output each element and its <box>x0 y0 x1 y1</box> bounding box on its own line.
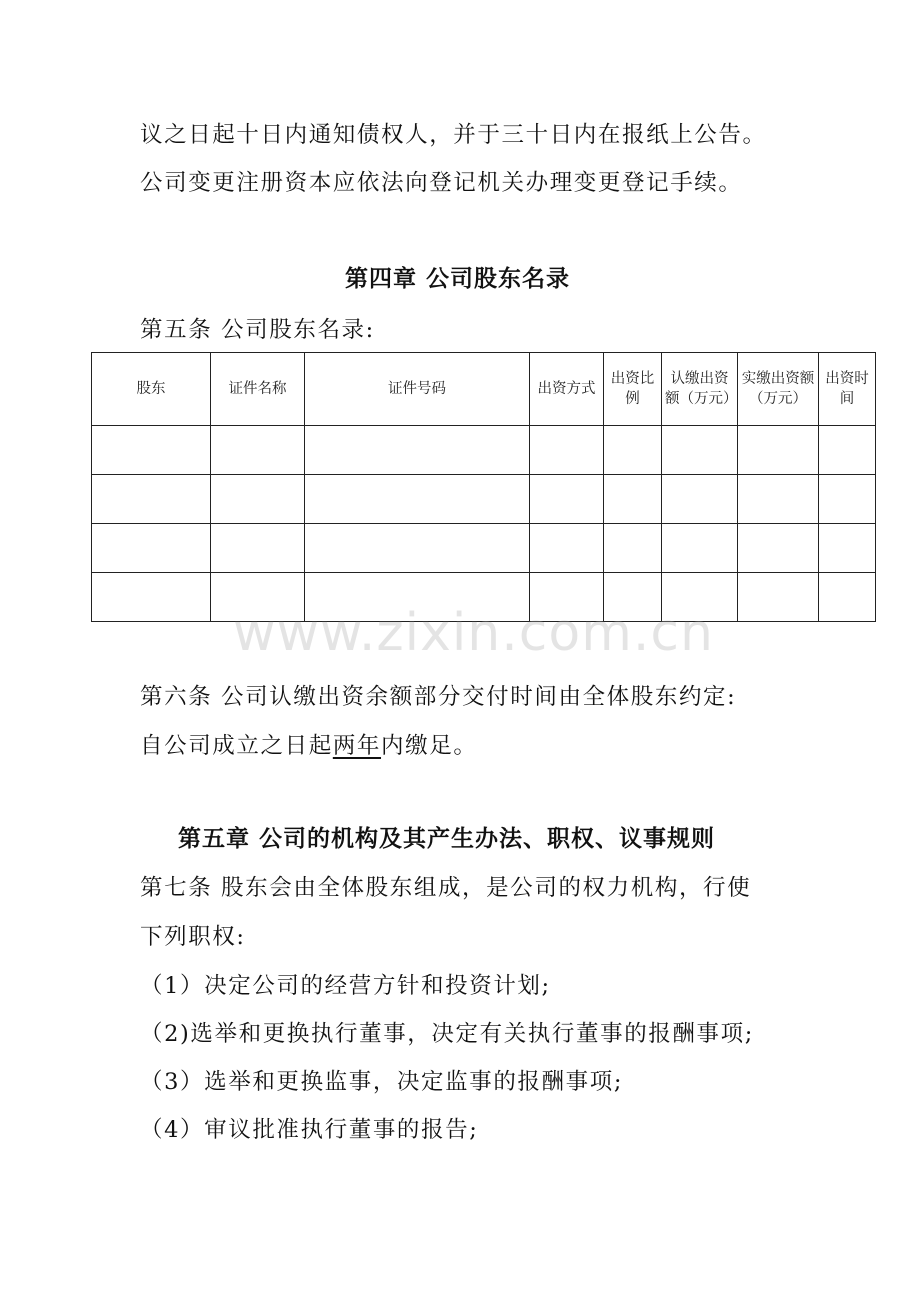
header-cell-paid-amount: 实缴出资额（万元） <box>738 353 819 426</box>
table-row <box>92 426 876 475</box>
table-cell <box>211 426 305 475</box>
table-cell <box>530 573 604 622</box>
table-row <box>92 573 876 622</box>
table-cell <box>662 426 738 475</box>
table-row <box>92 524 876 573</box>
table-cell <box>211 524 305 573</box>
table-cell <box>662 524 738 573</box>
paragraph-registration-change: 公司变更注册资本应依法向登记机关办理变更登记手续。 <box>140 170 743 196</box>
table-cell <box>92 475 211 524</box>
table-cell <box>738 524 819 573</box>
article-6-underlined-term: 两年 <box>332 733 382 759</box>
table-cell <box>738 573 819 622</box>
header-cell-contribution-ratio: 出资比例 <box>604 353 662 426</box>
table-row <box>92 475 876 524</box>
table-cell <box>305 426 530 475</box>
table-cell <box>604 475 662 524</box>
header-cell-subscribed-amount: 认缴出资额（万元） <box>662 353 738 426</box>
table-cell <box>530 426 604 475</box>
table-cell <box>530 475 604 524</box>
article-5-text: 第五条 公司股东名录: <box>140 317 375 343</box>
table-cell <box>305 524 530 573</box>
table-cell <box>662 475 738 524</box>
shareholder-table <box>91 352 876 622</box>
table-cell <box>604 426 662 475</box>
header-cell-contribution-time: 出资时间 <box>819 353 876 426</box>
table-cell <box>305 573 530 622</box>
article-6-text-before: 自公司成立之日起 <box>140 733 333 759</box>
table-header-row <box>92 353 876 426</box>
article-6-text-after: 内缴足。 <box>381 733 478 759</box>
table-cell <box>305 475 530 524</box>
paragraph-notice-creditors: 议之日起十日内通知债权人，并于三十日内在报纸上公告。 <box>140 122 767 148</box>
table-cell <box>604 573 662 622</box>
list-item: （4）审议批准执行董事的报告; <box>140 1117 479 1143</box>
chapter-5-heading: 第五章 公司的机构及其产生办法、职权、议事规则 <box>178 826 716 852</box>
table-cell <box>530 524 604 573</box>
header-cell-id-number: 证件号码 <box>305 353 530 426</box>
article-7-line-2: 下列职权: <box>140 924 246 950</box>
list-item: （1）决定公司的经营方针和投资计划; <box>140 973 551 999</box>
table-cell <box>819 573 876 622</box>
table-cell <box>92 426 211 475</box>
table-cell <box>92 573 211 622</box>
table-cell <box>211 475 305 524</box>
header-cell-shareholder: 股东 <box>92 353 211 426</box>
table-cell <box>738 426 819 475</box>
table-cell <box>92 524 211 573</box>
article-7-line-1: 第七条 股东会由全体股东组成，是公司的权力机构，行使 <box>140 875 752 901</box>
header-cell-id-type: 证件名称 <box>211 353 305 426</box>
chapter-4-heading: 第四章 公司股东名录 <box>345 266 571 292</box>
article-6-line-1: 第六条 公司认缴出资余额部分交付时间由全体股东约定: <box>140 684 737 710</box>
table-cell <box>738 475 819 524</box>
watermark-text: www.zixin.com.cn <box>233 603 714 663</box>
table-cell <box>819 524 876 573</box>
header-cell-contribution-method: 出资方式 <box>530 353 604 426</box>
list-item: （2)选举和更换执行董事，决定有关执行董事的报酬事项; <box>140 1021 754 1047</box>
table-cell <box>604 524 662 573</box>
table-cell <box>819 426 876 475</box>
article-6-line-2 <box>140 735 477 758</box>
table-cell <box>211 573 305 622</box>
table-cell <box>819 475 876 524</box>
table-cell <box>662 573 738 622</box>
list-item: （3）选举和更换监事，决定监事的报酬事项; <box>140 1069 623 1095</box>
